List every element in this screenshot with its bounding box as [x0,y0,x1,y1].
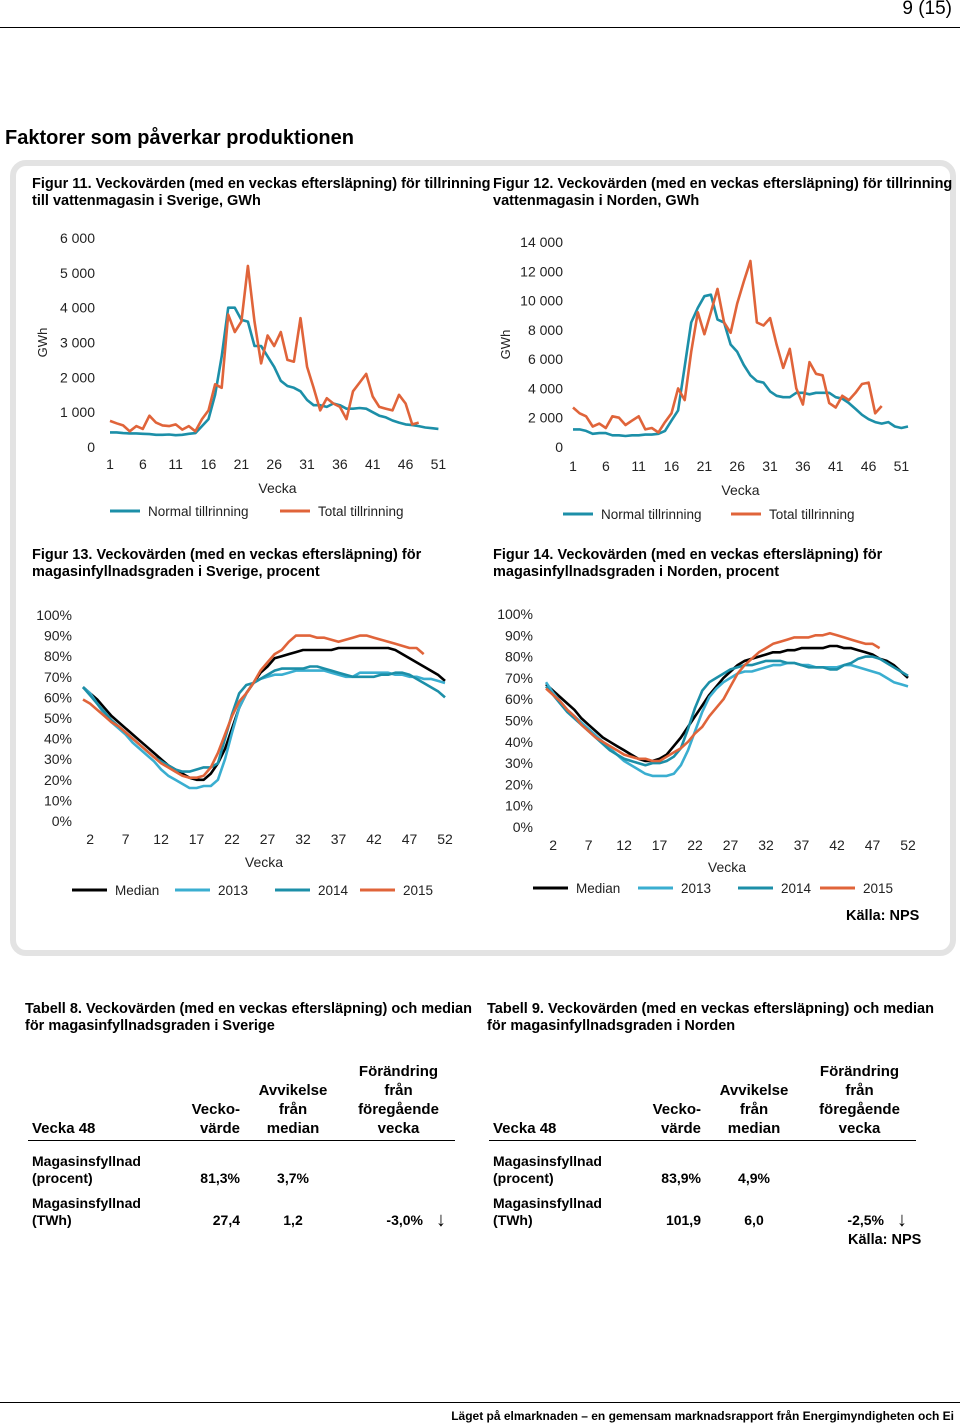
x-tick-label: 21 [233,456,250,472]
column-header: Förändring från föregående vecka [803,1062,916,1141]
x-tick-label: 7 [121,831,130,847]
series-line-2014 [546,657,908,766]
table-cell [342,1141,427,1188]
table-cell: Magasinsfyllnad (TWh) [493,1195,602,1228]
x-tick-label: 1 [569,458,577,474]
x-tick-label: 36 [332,456,348,472]
table-cell: 3,7% [277,1170,309,1186]
y-tick-label: 90% [504,627,533,644]
x-tick-label: 46 [860,458,877,474]
x-tick-label: 11 [168,456,183,472]
y-tick-label: 100% [36,607,72,623]
x-tick-label: 12 [153,831,169,847]
series-line-total-tillrinning [110,266,419,431]
legend-label: Median [115,883,160,898]
x-tick-label: 47 [864,837,881,853]
x-tick-label: 12 [616,837,632,853]
x-tick-label: 21 [696,458,713,474]
series-line-normal-tillrinning [110,308,438,436]
y-tick-label: 8 000 [527,321,563,338]
fig11-caption: Figur 11. Veckovärden (med en veckas eftersläpning) för tillrinning till vattenmagasin i Sverige, GWh [32,176,491,209]
column-header: Avvikelse från median [705,1062,803,1141]
x-tick-label: 22 [224,831,240,847]
y-tick-label: 10 000 [520,292,563,309]
source-label-figures: Källa: NPS [846,908,920,924]
y-tick-label: 60% [504,691,533,708]
chart-fig13 [25,600,470,905]
y-tick-label: 50% [504,712,533,729]
table-cell: -2,5% [847,1212,884,1228]
x-tick-label: 27 [259,831,276,847]
x-tick-label: 26 [266,456,283,472]
table-cell: 83,9% [661,1170,701,1186]
x-tick-label: 37 [793,837,810,853]
legend-label: 2013 [218,883,249,898]
down-arrow-icon [888,1141,916,1188]
series-line-median [546,646,908,761]
x-tick-label: 36 [795,458,811,474]
x-tick-label: 17 [651,837,668,853]
x-tick-label: 51 [893,458,910,474]
y-tick-label: 12 000 [520,263,563,280]
legend-label: 2014 [781,881,812,896]
y-tick-label: 70% [43,668,72,685]
y-tick-label: 80% [504,648,533,665]
y-tick-label: 6 000 [527,351,563,368]
tab8-caption: Tabell 8. Veckovärden (med en veckas eftersläpning) och median för magasinfyllnadsgraden i Sverige [25,1001,472,1034]
table-row [28,1187,455,1229]
table-cell [803,1141,888,1188]
header-rule [0,27,960,28]
series-line-2013 [546,663,908,776]
x-tick-label: 22 [687,837,703,853]
table-cell: 6,0 [744,1212,764,1228]
down-arrow-icon: ↓ [897,1209,907,1231]
x-tick-label: 32 [758,837,774,853]
footer-rule [0,1402,960,1403]
x-tick-label: 7 [584,837,593,853]
legend-label: 2014 [318,883,349,898]
x-tick-label: 6 [601,458,610,474]
x-axis-label: Vecka [707,859,747,875]
fig14-caption: Figur 14. Veckovärden (med en veckas eftersläpning) för magasinfyllnadsgraden i Norden, procent [493,547,883,580]
y-tick-label: 2 000 [59,369,95,386]
x-tick-label: 31 [299,456,315,472]
x-tick-label: 52 [437,831,453,847]
legend-label: 2013 [681,881,712,896]
table-row [489,1141,916,1188]
x-tick-label: 51 [430,456,447,472]
x-tick-label: 16 [200,456,217,472]
x-tick-label: 46 [397,456,414,472]
column-header: Vecko- värde [627,1062,705,1141]
y-tick-label: 5 000 [59,264,95,281]
x-tick-label: 42 [366,831,382,847]
y-tick-label: 2 000 [527,409,563,426]
tab9-caption: Tabell 9. Veckovärden (med en veckas eftersläpning) och median för magasinfyllnadsgraden i Norden [487,1001,934,1034]
fig12-caption: Figur 12. Veckovärden (med en veckas eftersläpning) för tillrinning vattenmagasin i Norden, GWh [493,176,953,209]
column-header: Vecko- värde [166,1062,244,1141]
footer-text: Läget på elmarknaden – en gemensam marknadsrapport från Energimyndigheten och Ei [451,1409,954,1423]
x-axis-label: Vecka [244,854,284,870]
y-tick-label: 10% [504,797,533,814]
x-tick-label: 32 [295,831,311,847]
y-tick-label: 0% [512,819,533,835]
legend-label: Total tillrinning [769,507,855,522]
legend-label: 2015 [863,881,894,896]
table-row [28,1141,455,1188]
down-arrow-icon [427,1141,455,1188]
legend-label: Normal tillrinning [148,504,249,519]
y-tick-label: 100% [497,606,533,622]
series-line-total-tillrinning [573,261,882,432]
table-row [489,1187,916,1229]
chart-fig11 [25,225,470,525]
x-tick-label: 16 [663,458,680,474]
column-header: Vecka 48 [28,1062,166,1141]
legend-label: Normal tillrinning [601,507,702,522]
x-tick-label: 1 [106,456,114,472]
x-axis-label: Vecka [258,480,297,496]
chart-fig14 [488,600,933,900]
x-axis-label: Vecka [721,482,760,498]
x-tick-label: 41 [827,458,844,474]
table-cell: 4,9% [738,1170,770,1186]
series-line-2015 [546,633,880,761]
fig13-caption: Figur 13. Veckovärden (med en veckas eftersläpning) för magasinfyllnadsgraden i Sverige, procent [32,547,422,580]
series-line-2015 [83,636,424,778]
table-cell: Magasinsfyllnad (TWh) [32,1195,141,1228]
y-tick-label: 20% [43,771,72,788]
column-header: Avvikelse från median [244,1062,342,1141]
x-tick-label: 47 [401,831,418,847]
y-tick-label: 14 000 [520,234,563,250]
x-tick-label: 2 [86,831,94,847]
y-tick-label: 30% [43,751,72,768]
y-tick-label: 20% [504,776,533,793]
table-cell: 1,2 [283,1212,303,1228]
x-tick-label: 52 [900,837,916,853]
y-axis-label: GWh [498,329,513,360]
y-tick-label: 80% [43,648,72,665]
page-number: 9 (15) [902,0,952,19]
y-tick-label: 0 [87,439,95,455]
x-tick-label: 42 [829,837,845,853]
y-tick-label: 60% [43,689,72,706]
y-tick-label: 10% [43,792,72,809]
y-tick-label: 90% [43,627,72,644]
table-cell: 101,9 [665,1212,701,1228]
y-tick-label: 30% [504,755,533,772]
x-tick-label: 37 [330,831,347,847]
x-tick-label: 31 [762,458,778,474]
y-tick-label: 50% [43,710,72,726]
y-tick-label: 4 000 [527,380,563,397]
table-cell: Magasinsfyllnad (procent) [32,1153,141,1186]
x-tick-label: 11 [631,458,646,474]
column-header: Förändring från föregående vecka [342,1062,455,1141]
source-label-tables: Källa: NPS [848,1232,922,1248]
y-tick-label: 0% [51,813,72,829]
column-header: Vecka 48 [489,1062,627,1141]
y-tick-label: 3 000 [59,334,95,351]
x-tick-label: 17 [188,831,205,847]
y-tick-label: 1 000 [59,404,95,421]
series-line-2014 [83,667,445,772]
x-tick-label: 41 [364,456,381,472]
y-tick-label: 0 [555,439,563,455]
y-tick-label: 6 000 [59,230,95,246]
table-cell: -3,0% [386,1212,423,1228]
legend-label: Total tillrinning [318,504,404,519]
series-line-normal-tillrinning [573,295,908,436]
chart-fig12 [488,225,933,530]
series-line-2013 [83,671,445,788]
tab9-grid [489,1062,916,1229]
x-tick-label: 26 [729,458,746,474]
table-cell: Magasinsfyllnad (procent) [493,1153,602,1186]
x-tick-label: 27 [722,837,739,853]
tab8-grid [28,1062,455,1229]
legend-label: 2015 [403,883,434,898]
legend-label: Median [576,881,621,896]
y-tick-label: 40% [504,733,533,750]
y-axis-label: GWh [35,327,50,358]
table-cell: 81,3% [200,1170,240,1186]
x-tick-label: 6 [138,456,147,472]
down-arrow-icon: ↓ [436,1209,446,1231]
table-cell: 27,4 [212,1212,240,1228]
y-tick-label: 40% [43,730,72,747]
y-tick-label: 4 000 [59,299,95,316]
y-tick-label: 70% [504,669,533,686]
x-tick-label: 2 [549,837,557,853]
section-title: Faktorer som påverkar produktionen [5,127,354,149]
